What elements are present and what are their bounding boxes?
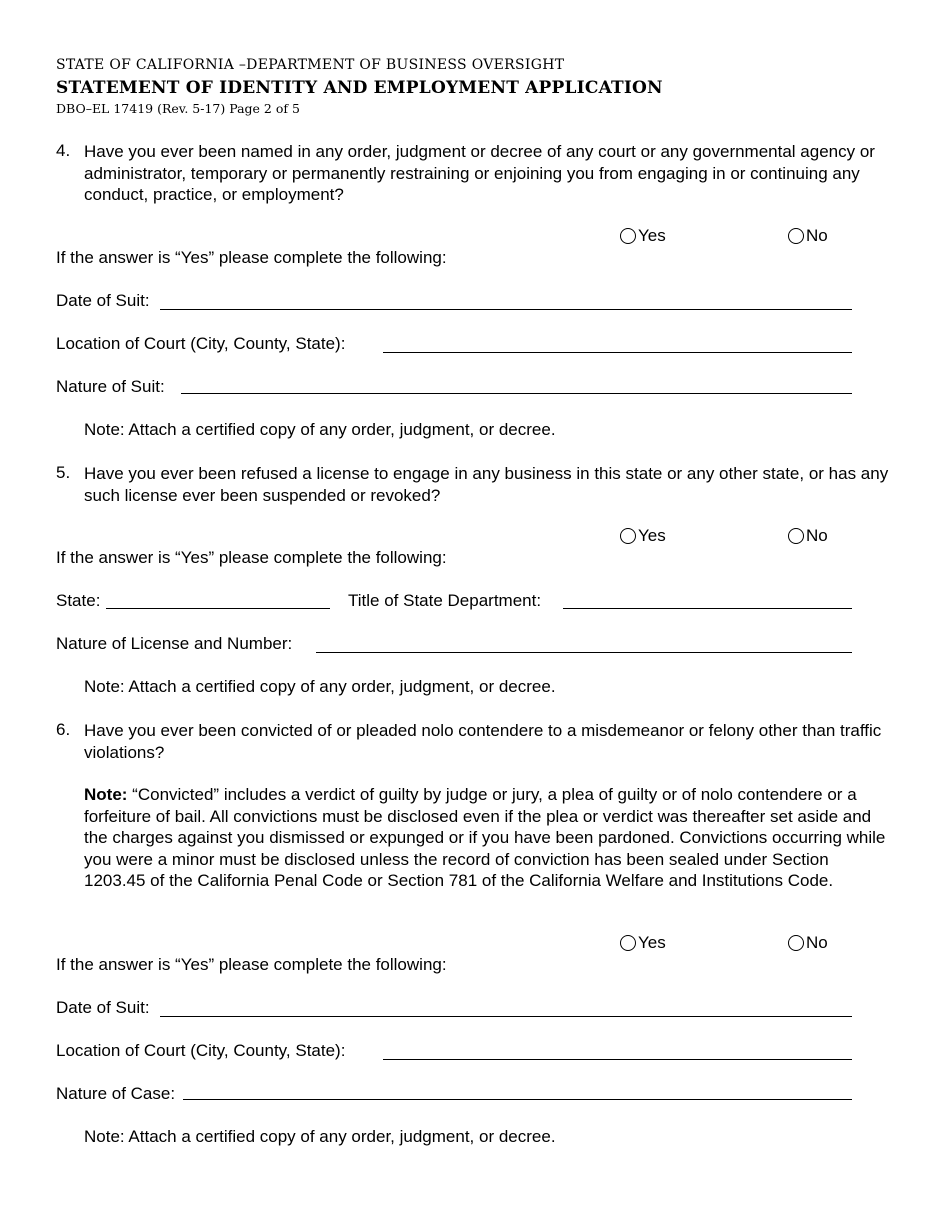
- q6-nature-field[interactable]: [183, 1099, 852, 1100]
- q6-conviction-note: [84, 784, 894, 892]
- q6-location-label: Location of Court (City, County, State):: [56, 1041, 346, 1060]
- q6-note-body: “Convicted” includes a verdict of guilty by judge or jury, a plea of guilty or of nolo contendere or a forfeiture of bail. All convictions must be disclosed even if the plea or verdict was thereafter set aside and the charges against you dismissed or expunged or if you have been pardoned. Convictions occurring while you were a minor must be disclosed unless the record of conviction has been sealed under Section 1203.45 of the California Penal Code or Section 781 of the California Welfare and Institutions Code.: [84, 785, 886, 890]
- q6-note: Note: Attach a certified copy of any order, judgment, or decree.: [84, 1127, 556, 1146]
- q6-date-label: Date of Suit:: [56, 998, 150, 1017]
- radio-circle-icon[interactable]: [620, 228, 636, 244]
- q4-date-label: Date of Suit:: [56, 291, 150, 310]
- q4-text: Have you ever been named in any order, judgment or decree of any court or any governmental agency or administrator, temporary or permanently restraining or enjoining you from engaging in or continuing any conduct, practice, or employment?: [84, 142, 875, 204]
- q4-instruction: If the answer is “Yes” please complete the following:: [56, 248, 447, 267]
- q6-number: 6.: [56, 720, 71, 739]
- radio-circle-icon[interactable]: [788, 935, 804, 951]
- q5-state-field[interactable]: [106, 608, 330, 609]
- q6-no-label: No: [806, 933, 828, 952]
- q5-yes-radio[interactable]: [620, 526, 666, 546]
- q5-dept-field[interactable]: [563, 608, 852, 609]
- q4-yes-label: Yes: [638, 226, 666, 245]
- q4-number: 4.: [56, 141, 71, 160]
- q6-yes-label: Yes: [638, 933, 666, 952]
- q5-note: Note: Attach a certified copy of any order, judgment, or decree.: [84, 677, 556, 696]
- q5-yes-label: Yes: [638, 526, 666, 545]
- q6-yes-radio[interactable]: [620, 933, 666, 953]
- q4-note: Note: Attach a certified copy of any order, judgment, or decree.: [84, 420, 556, 439]
- q5-state-label: State:: [56, 591, 101, 610]
- q5-number: 5.: [56, 463, 71, 482]
- q5-no-label: No: [806, 526, 828, 545]
- q5-license-label: Nature of License and Number:: [56, 634, 293, 653]
- q4-nature-field[interactable]: [181, 393, 852, 394]
- q6-no-radio[interactable]: [788, 933, 828, 953]
- radio-circle-icon[interactable]: [620, 528, 636, 544]
- q6-instruction: If the answer is “Yes” please complete the following:: [56, 955, 447, 974]
- radio-circle-icon[interactable]: [788, 228, 804, 244]
- q6-note-bold: Note:: [84, 785, 128, 804]
- q5-license-field[interactable]: [316, 652, 852, 653]
- q4-location-label: Location of Court (City, County, State):: [56, 334, 346, 353]
- q5-dept-label: Title of State Department:: [348, 591, 542, 610]
- q4-date-field[interactable]: [160, 309, 852, 310]
- form-id: DBO–EL 17419 (Rev. 5-17) Page 2 of 5: [56, 101, 300, 116]
- form-title: STATEMENT OF IDENTITY AND EMPLOYMENT APPLICATION: [56, 78, 663, 98]
- q6-date-field[interactable]: [160, 1016, 852, 1017]
- q5-instruction: If the answer is “Yes” please complete the following:: [56, 548, 447, 567]
- q4-yes-radio[interactable]: [620, 226, 666, 246]
- radio-circle-icon[interactable]: [788, 528, 804, 544]
- radio-circle-icon[interactable]: [620, 935, 636, 951]
- agency-header: STATE OF CALIFORNIA –DEPARTMENT OF BUSINESS OVERSIGHT: [56, 57, 565, 73]
- q4-no-label: No: [806, 226, 828, 245]
- q5-no-radio[interactable]: [788, 526, 828, 546]
- q6-location-field[interactable]: [383, 1059, 852, 1060]
- q4-location-field[interactable]: [383, 352, 852, 353]
- q4-nature-label: Nature of Suit:: [56, 377, 165, 396]
- q4-no-radio[interactable]: [788, 226, 828, 246]
- q6-nature-label: Nature of Case:: [56, 1084, 176, 1103]
- q6-text: Have you ever been convicted of or pleaded nolo contendere to a misdemeanor or felony other than traffic violations?: [84, 721, 882, 762]
- q5-text: Have you ever been refused a license to engage in any business in this state or any other state, or has any such license ever been suspended or revoked?: [84, 464, 889, 505]
